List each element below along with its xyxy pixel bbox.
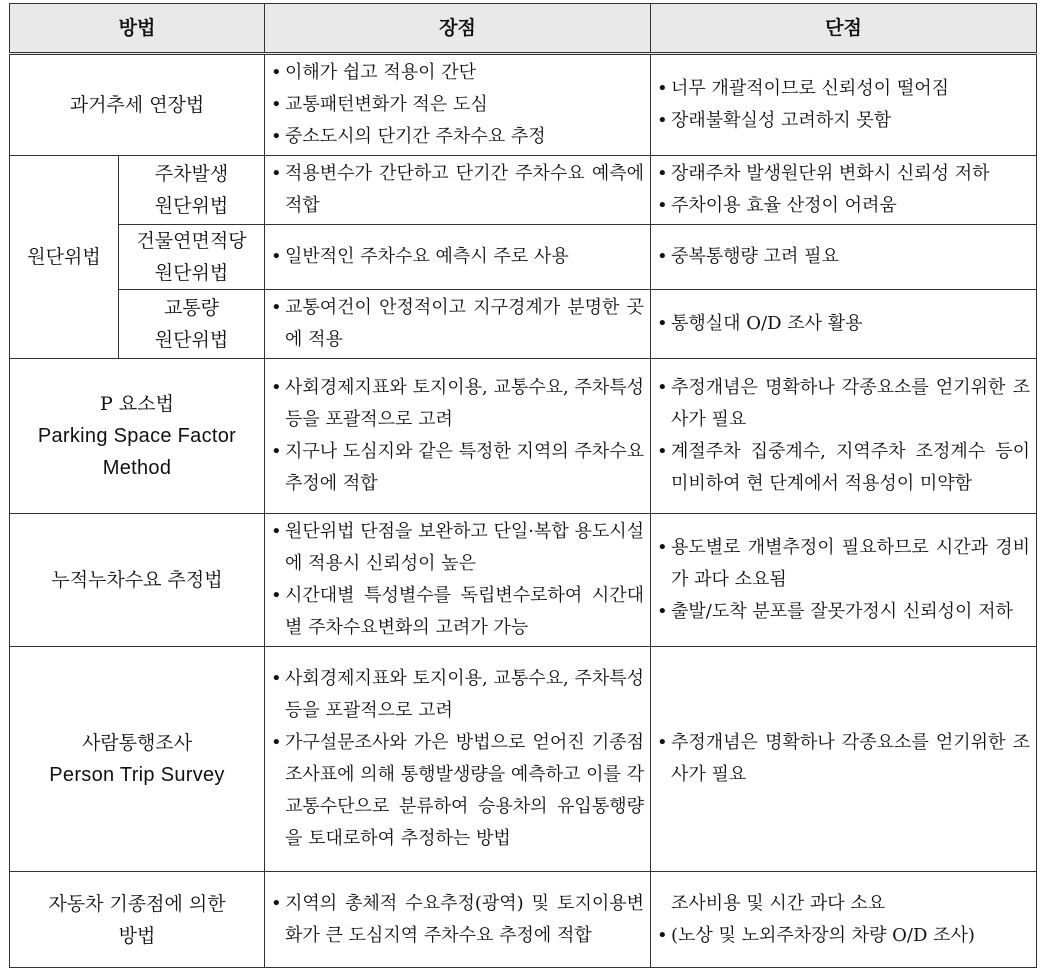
table-row (10, 156, 1037, 225)
method-line: Method (102, 457, 172, 479)
cons-item: • 추정개념은 명확하나 각종요소를 얻기위한 조사가 필요 (657, 727, 1030, 791)
cons-item: • 출발/도착 분포를 잘못가정시 신뢰성이 저하 (657, 596, 1030, 628)
cons-item: • 장래불확실성 고려하지 못함 (657, 105, 1030, 137)
pros-item: • 가구설문조사와 가은 방법으로 얻어진 기종점조사표에 의해 통행발생량을 예측하고 이를 각 교통수단으로 분류하여 승용차의 유입통행량을 토대로하여 추정하는 방법 (271, 727, 644, 855)
sub-method-cell (119, 225, 265, 290)
table-row (10, 54, 1037, 156)
method-line: 원단위법 (154, 195, 229, 217)
method-line: 주차발생 (154, 163, 229, 185)
cons-cell (651, 54, 1037, 156)
pros-item: • 교통패턴변화가 적은 도심 (271, 89, 644, 121)
method-line: Person Trip Survey (49, 764, 225, 786)
method-line: 자동차 기종점에 의한 (48, 892, 226, 915)
method-line: 원단위법 (154, 262, 229, 284)
method-cell (10, 359, 265, 514)
cons-item: • 장래주차 발생원단위 변화시 신뢰성 저하 (657, 158, 1030, 190)
method-cell (10, 647, 265, 872)
pros-item: • 적용변수가 간단하고 단기간 주차수요 예측에 적합 (271, 158, 644, 222)
table-row (10, 359, 1037, 514)
sub-method-cell (119, 290, 265, 359)
cons-cell (651, 225, 1037, 290)
method-line: 원단위법 (154, 329, 229, 351)
method-line: P 요소법 (100, 393, 174, 415)
sub-method-cell (119, 156, 265, 225)
pros-item: • 이해가 쉽고 적용이 간단 (271, 57, 644, 89)
comparison-table (9, 3, 1037, 968)
method-line: 방법 (118, 924, 156, 947)
cons-cell (651, 872, 1037, 968)
cons-item: • 중복통행량 고려 필요 (657, 241, 1030, 273)
pros-item: • 교통여건이 안정적이고 지구경계가 분명한 곳에 적용 (271, 292, 644, 356)
pros-item: • 원단위법 단점을 보완하고 단일·복합 용도시설에 적용시 신뢰성이 높은 (271, 516, 644, 580)
cons-item: • (노상 및 노외주차장의 차량 O/D 조사) (657, 920, 1030, 952)
method-line: 건물연면적당 (136, 230, 247, 252)
header-cons: 단점 (651, 4, 1037, 54)
cons-cell (651, 514, 1037, 647)
cons-item: • 용도별로 개별추정이 필요하므로 시간과 경비가 과다 소요됨 (657, 532, 1030, 596)
pros-item: • 사회경제지표와 토지이용, 교통수요, 주차특성 등을 포괄적으로 고려 (271, 663, 644, 727)
pros-cell (265, 514, 651, 647)
cons-cell (651, 156, 1037, 225)
method-cell (10, 514, 265, 647)
method-line: Parking Space Factor (37, 425, 237, 447)
table-row (10, 514, 1037, 647)
table-row (10, 872, 1037, 968)
header-pros: 장점 (265, 4, 651, 54)
pros-item: • 지역의 총체적 수요추정(광역) 및 토지이용변화가 큰 도심지역 주차수요 추정에 적합 (271, 888, 644, 952)
pros-cell (265, 359, 651, 514)
table-row (10, 290, 1037, 359)
method-line: 교통량 (163, 297, 220, 319)
header-method: 방법 (10, 4, 265, 54)
pros-item: • 시간대별 특성별수를 독립변수로하여 시간대별 주차수요변화의 고려가 가능 (271, 580, 644, 644)
cons-item: • 통행실대 O/D 조사 활용 (657, 308, 1030, 340)
group-method-cell: 원단위법 (10, 156, 119, 359)
pros-cell (265, 647, 651, 872)
cons-cell (651, 647, 1037, 872)
pros-cell (265, 290, 651, 359)
cons-item: • 추정개념은 명확하나 각종요소를 얻기위한 조사가 필요 (657, 372, 1030, 436)
cons-item: 조사비용 및 시간 과다 소요 (671, 892, 886, 914)
pros-item: • 중소도시의 단기간 주차수요 추정 (271, 121, 644, 153)
pros-item: • 사회경제지표와 토지이용, 교통수요, 주차특성 등을 포괄적으로 고려 (271, 372, 644, 436)
pros-item: • 지구나 도심지와 같은 특정한 지역의 주차수요 추정에 적합 (271, 436, 644, 500)
method-line: 과거추세 연장법 (69, 94, 205, 116)
pros-cell (265, 54, 651, 156)
cons-cell (651, 290, 1037, 359)
cons-item: • 너무 개괄적이므로 신뢰성이 떨어짐 (657, 73, 1030, 105)
cons-item: • 계절주차 집중계수, 지역주차 조정계수 등이 미비하여 현 단계에서 적용성이 미약함 (657, 436, 1030, 500)
method-line: 사람통행조사 (81, 732, 193, 754)
header-row (10, 4, 1037, 54)
pros-item: • 일반적인 주차수요 예측시 주로 사용 (271, 241, 644, 273)
table-row (10, 225, 1037, 290)
method-cell (10, 872, 265, 968)
table-row (10, 647, 1037, 872)
cons-cell (651, 359, 1037, 514)
cons-item: • 주차이용 효율 산정이 어려움 (657, 190, 1030, 222)
method-line: 누적누차수요 추정법 (51, 569, 223, 591)
method-cell (10, 54, 265, 156)
pros-cell (265, 872, 651, 968)
pros-cell (265, 156, 651, 225)
pros-cell (265, 225, 651, 290)
